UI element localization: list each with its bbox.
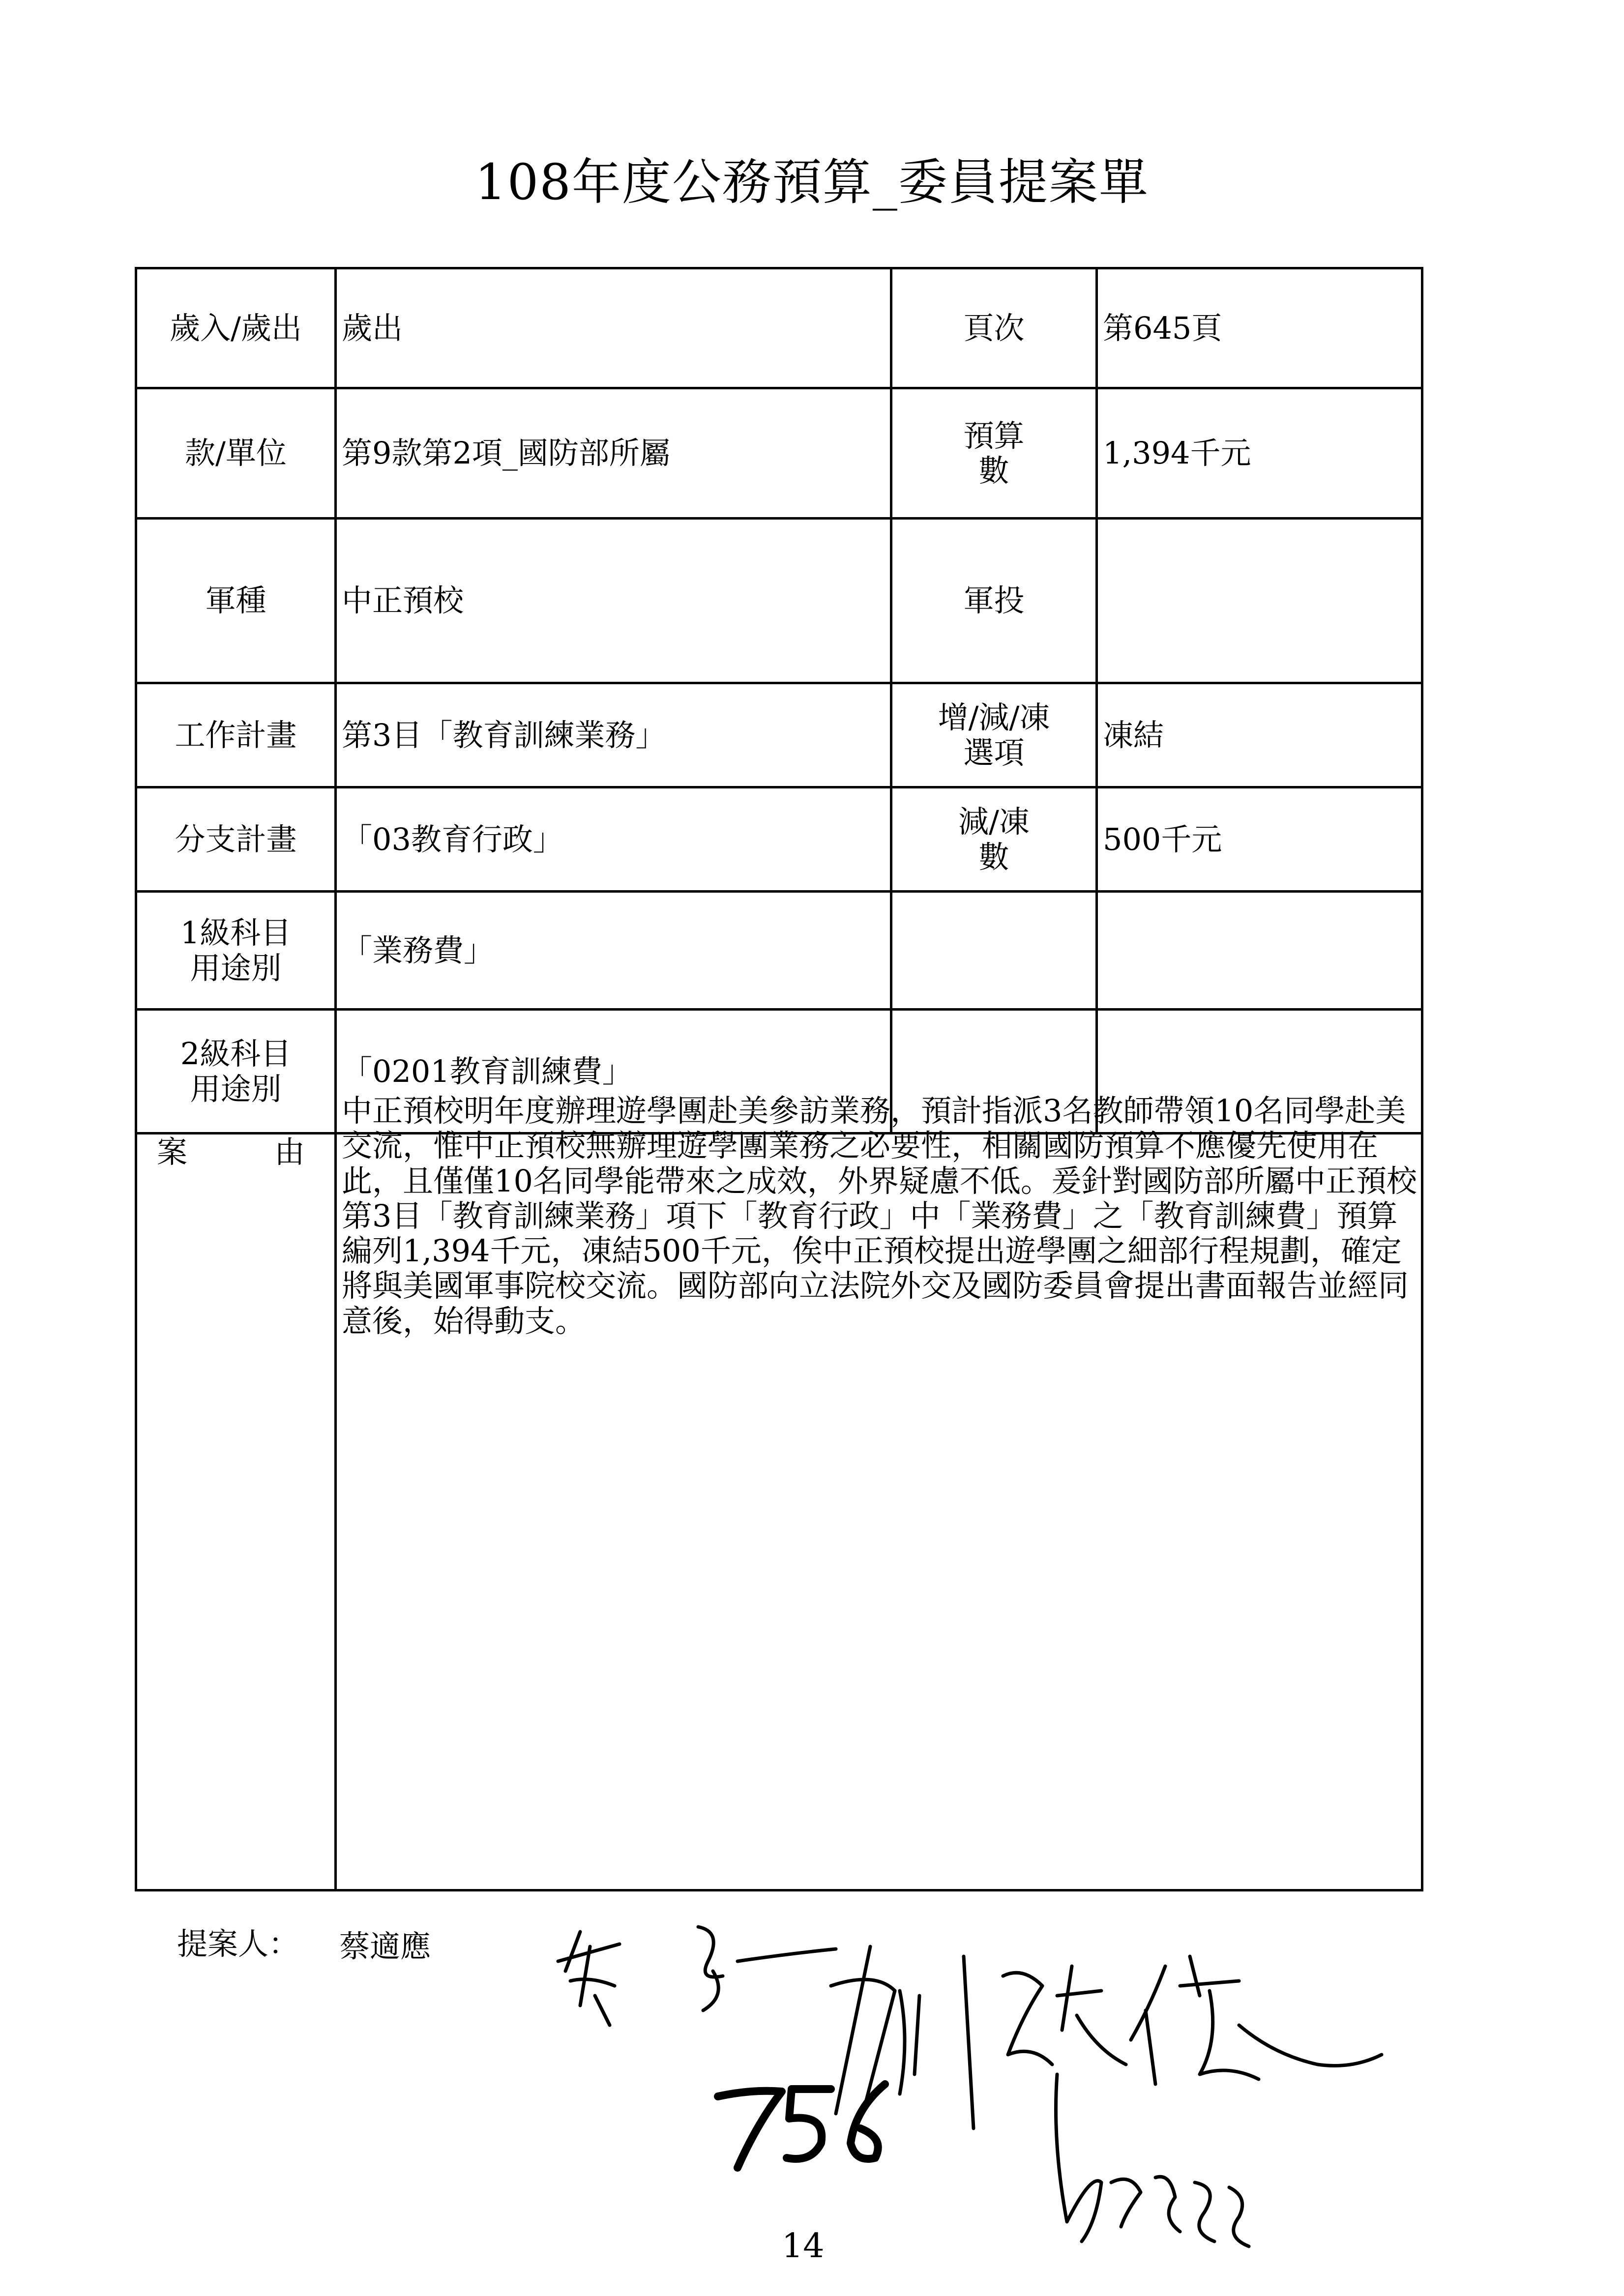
value-work-plan: 第3目「教育訓練業務」 (336, 683, 891, 787)
label-action-option-line1: 增/減/凍 (938, 699, 1050, 736)
value-page: 第645頁 (1097, 268, 1422, 388)
reason-text: 中正預校明年度辦理遊學團赴美參訪業務，預計指派3名教師帶領10名同學赴美交流，惟中正預校無辦理遊學團業務之必要性，相關國防預算不應優先使用在此，且僅僅10名同學能帶來之成效，外界疑慮不低。爰針對國防部所屬中正預校第3目「教育訓練業務」項下「教育行政」中「業務費」之「教育訓練費」預算編列1,394千元，凍結500千元，俟中正預校提出遊學團之細部行程規劃，確定將與美國軍事院校交流。國防部向立法院外交及國防委員會提出書面報告並經同意後，始得動支。 (342, 1093, 1417, 1339)
value-reduce-freeze-amount: 500千元 (1097, 787, 1422, 892)
label-reason-char1: 案 (157, 1134, 188, 1170)
label-level1-subject-line1: 1級科目 (180, 915, 292, 951)
label-level2-subject-line2: 用途別 (190, 1071, 282, 1107)
value-service-branch: 中正預校 (336, 519, 891, 683)
label-branch-plan: 分支計畫 (136, 787, 336, 892)
label-military-investment: 軍投 (891, 519, 1097, 683)
label-budget-amount-line1: 預算 (963, 417, 1025, 454)
value-budget-amount: 1,394千元 (1097, 388, 1422, 519)
label-action-option-line2: 選項 (963, 734, 1025, 771)
label-page: 頁次 (891, 268, 1097, 388)
signature-stroke (1056, 2074, 1249, 2246)
label-reduce-freeze-amount-line1: 減/凍 (958, 804, 1030, 840)
value-branch-plan: 「03教育行政」 (336, 787, 891, 892)
label-work-plan: 工作計畫 (136, 683, 336, 787)
value-section-unit: 第9款第2項_國防部所屬 (336, 388, 891, 519)
label-section-unit: 款/單位 (136, 388, 336, 519)
proposer-label: 提案人： (177, 1926, 299, 1962)
signature-stroke (1003, 1966, 1126, 2064)
signature-stroke (558, 1932, 620, 2025)
signature-stroke (1131, 1956, 1382, 2084)
value-level1-subject: 「業務費」 (336, 892, 891, 1010)
value-revenue-expense: 歲出 (336, 268, 891, 388)
label-reduce-freeze-amount-line2: 數 (978, 839, 1009, 875)
signature-stroke (698, 1927, 836, 2010)
value-action-option: 凍結 (1097, 683, 1422, 787)
handwritten-number-strokes (718, 2084, 885, 2168)
proposer-name: 蔡適應 (339, 1928, 431, 1964)
label-budget-amount-line2: 數 (978, 453, 1009, 489)
label-level1-subject-line2: 用途別 (190, 950, 282, 986)
label-service-branch: 軍種 (136, 519, 336, 683)
page-title: 108年度公務預算_委員提案單 (475, 153, 1149, 211)
value-level2-subject: 「0201教育訓練費」 (336, 1010, 891, 1133)
page-number: 14 (782, 2227, 825, 2266)
label-reason-char2: 由 (274, 1134, 305, 1170)
signature-stroke (831, 1947, 974, 2128)
label-level2-subject-line1: 2級科目 (180, 1036, 292, 1072)
label-revenue-expense: 歲入/歲出 (136, 268, 336, 388)
